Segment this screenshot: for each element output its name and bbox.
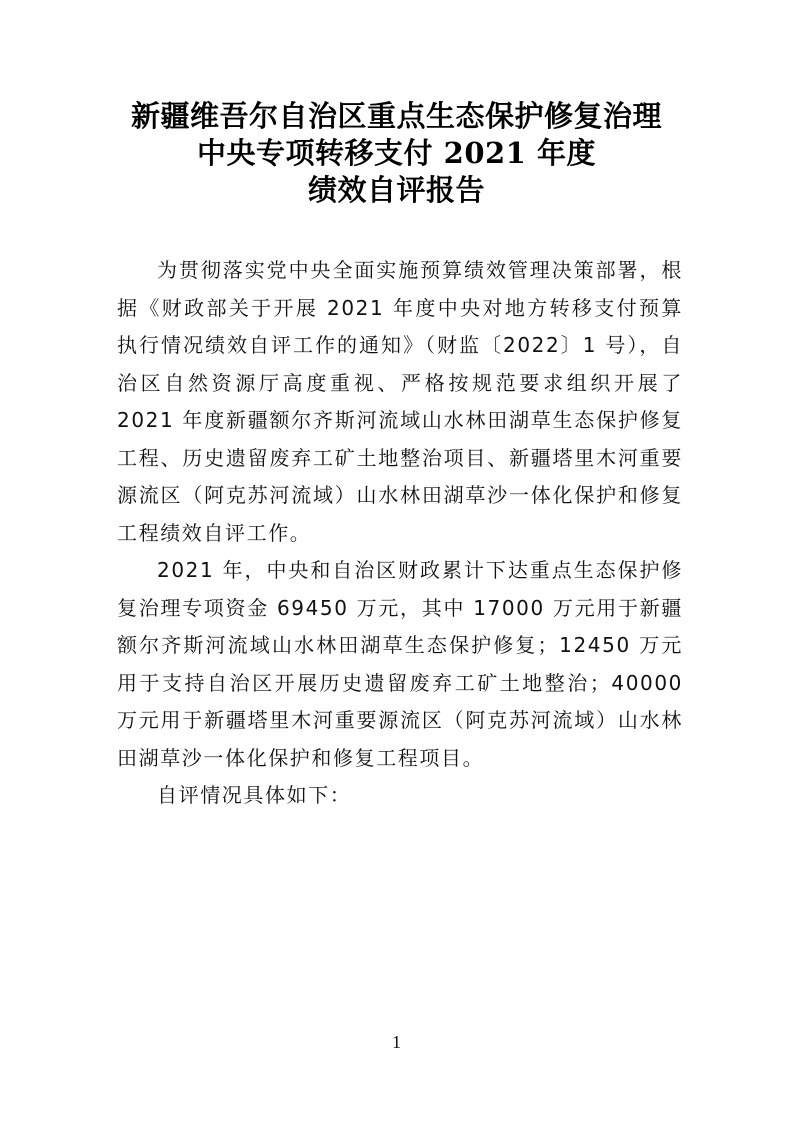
page-number: 1 <box>392 1032 401 1052</box>
paragraph-funding: 2021 年，中央和自治区财政累计下达重点生态保护修复治理专项资金 69450 万元，其中 17000 万元用于新疆额尔齐斯河流域山水林田湖草生态保护修复；12450 万元用于支持自治区开展历史遗留废弃工矿土地整治；40000 万元用于新疆塔里木河重要源流区（阿克苏河流域）山水林田湖草沙一体化保护和修复工程项目。 <box>117 558 683 770</box>
paragraph-transition: 自评情况具体如下： <box>157 783 352 807</box>
title-line-3: 绩效自评报告 <box>307 173 485 207</box>
document-body <box>117 252 683 815</box>
title-line-2: 中央专项转移支付 2021 年度 <box>197 136 596 170</box>
document-title <box>0 98 793 209</box>
paragraph-intro: 为贯彻落实党中央全面实施预算绩效管理决策部署，根据《财政部关于开展 2021 年度中央对地方转移支付预算执行情况绩效自评工作的通知》（财监〔2022〕1 号），自治区自然资源厅高度重视、严格按规范要求组织开展了 2021 年度新疆额尔齐斯河流域山水林田湖草生态保护修复工程、历史遗留废弃工矿土地整治项目、新疆塔里木河重要源流区（阿克苏河流域）山水林田湖草沙一体化保护和修复工程绩效自评工作。 <box>117 258 683 545</box>
title-line-1: 新疆维吾尔自治区重点生态保护修复治理 <box>130 99 662 133</box>
